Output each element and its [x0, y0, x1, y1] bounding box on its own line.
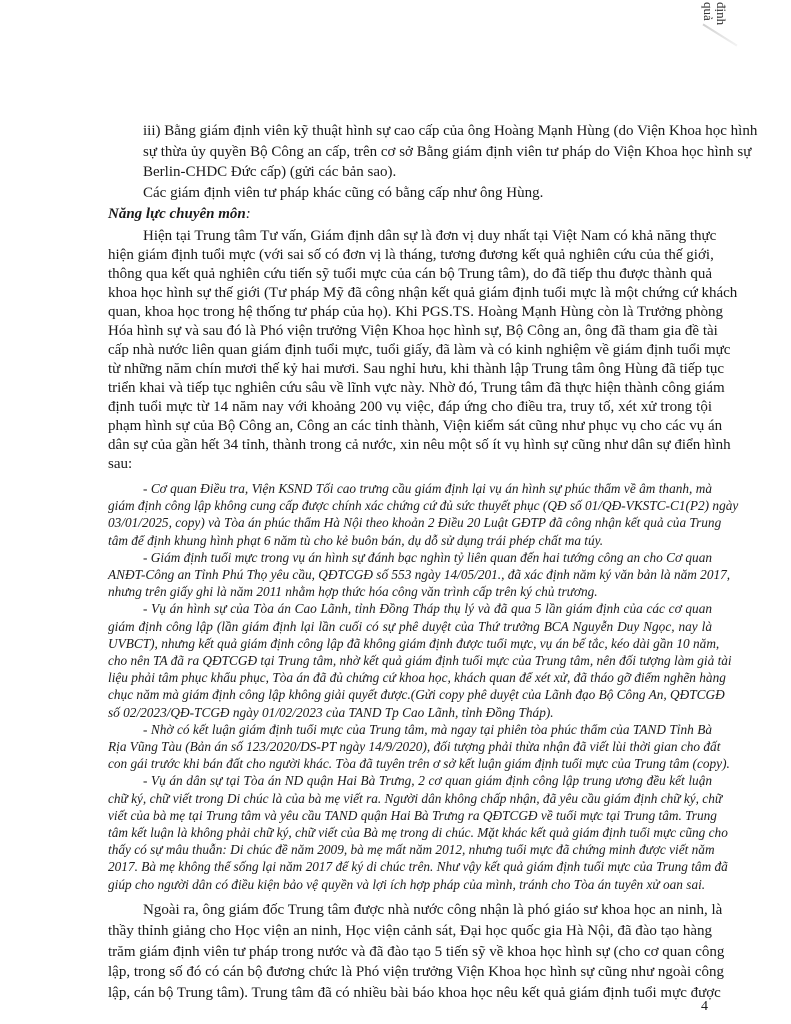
page-number: 4 — [701, 999, 708, 1014]
text-line: lập, trong số đó có cán bộ đương chức là Phó viện trưởng Viện Khoa học hình sự cũng như ngoài công — [108, 964, 725, 981]
text-line: iii) Bằng giám định viên kỹ thuật hình sự cao cấp của ông Hoàng Mạnh Hùng (do Viện Khoa học hình — [143, 123, 758, 139]
text-line: Ngoài ra, ông giám đốc Trung tâm được nhà nước công nhận là phó giáo sư khoa học an ninh, là — [143, 902, 723, 918]
case-line: UVBCT), nhưng kết quả giám định công lập đã không giám định được tuổi mực, vụ án bế tắc, kéo dài gần 10 năm, — [108, 635, 720, 651]
degree-section — [143, 121, 758, 203]
heading-text: Năng lực chuyên môn — [108, 206, 246, 222]
case-line: chữ ký, chữ viết trong Di chúc là của bà mẹ viết ra. Người dân không chấp nhận, đã yêu cầu giám định chữ ký, chữ — [108, 790, 723, 806]
case-line: Rịa Vũng Tàu (Bản án số 123/2020/DS-PT ngày 14/9/2020), đối tượng phải thừa nhận đã viết lùi thời gian cho đất — [108, 739, 721, 755]
case-line: giám định công lập không cung cấp được chính xác chứng cứ đủ sức thuyết phục (QĐ số 01/QĐ-VKSTC-C1(P2) ngày — [108, 498, 739, 514]
text-line: định tuổi mực từ 14 năm nay với khoảng 200 vụ việc, đáp ứng cho điều tra, truy tố, xét xử trong tội — [108, 399, 712, 415]
main-paragraph — [108, 227, 738, 474]
case-line: cho nên TA đã ra QĐTCGĐ tại Trung tâm, nhờ kết quả giám định tuổi mực của Trung tâm, nên đối tượng làm giả tài — [108, 653, 732, 669]
case-line: thấy có sự mâu thuẫn: Di chúc đề năm 2009, bà mẹ mất năm 2012, nhưng tuổi mực đã chứng minh được viết năm — [108, 842, 715, 858]
case-line: giám định công lập (lần giám định lại lần cuối có sự phê duyệt của Thứ trưởng BCA Nguyễn Duy Ngọc, nay là — [108, 618, 712, 634]
case-line: - Giám định tuổi mực trong vụ án hình sự đánh bạc nghìn tỷ liên quan đến hai tướng công an cho Cơ quan — [143, 549, 712, 565]
text-line: quan, khoa học trong hệ thống tư pháp của họ). Khi PGS.TS. Hoàng Mạnh Hùng còn là Trưởng phòng — [108, 304, 723, 320]
case-line: tâm để định khung hình phạt 6 năm tù cho kẻ buôn bán, dụ dỗ sử dụng trái phép chất ma túy. — [108, 532, 604, 548]
case-item — [108, 480, 739, 549]
case-line: số 02/2023/QĐ-TCGĐ ngày 01/02/2023 của TAND Tp Cao Lãnh, tỉnh Đồng Tháp). — [108, 704, 554, 720]
scan-fold-shadow — [703, 24, 738, 47]
text-line: sự thừa ủy quyền Bộ Công an cấp, trên cơ sở Bằng giám định viên tư pháp do Viện Khoa học hình sự — [143, 143, 752, 160]
case-line: - Nhờ có kết luận giám định tuổi mực của Trung tâm, mà ngay tại phiên tòa phúc thẩm của TAND Tỉnh Bà — [143, 721, 712, 737]
case-line: tâm kết luận là không phải chữ ký, chữ viết của Bà mẹ trong di chúc. Mặt khác kết quả giám định tuổi mực cũng cho — [108, 825, 728, 841]
text-line: khoa học hình sự thế giới (Tư pháp Mỹ đã công nhận kết quả giám định tuổi mực là một chứng cứ khách — [108, 285, 738, 301]
text-line: Các giám định viên tư pháp khác cũng có bằng cấp như ông Hùng. — [143, 184, 544, 201]
text-line: phạm hình sự của Bộ Công an, Công an các tỉnh thành, Viện kiểm sát cũng như phục vụ cho các vụ án — [108, 418, 723, 434]
case-line: liệu phải tâm phục khẩu phục, Tòa án đã đủ chứng cứ khoa học, khách quan để xét xử, đã tháo gỡ điểm nghẽn hàng — [108, 670, 726, 686]
text-line: từ những năm chín mươi thế kỷ hai mươi. Sau nghỉ hưu, khi thành lập Trung tâm ông Hùng đã tiếp tục — [108, 361, 725, 377]
text-line: triển khai và tiếp tục nghiên cứu sâu về lĩnh vực này. Nhờ đó, Trung tâm đã thực hiện thành công giám — [108, 380, 725, 396]
closing-paragraph — [108, 900, 725, 1004]
text-line: thầy thỉnh giảng cho Học viện an ninh, Học viện cảnh sát, Đại học quốc gia Hà Nội, đã đào tạo hàng — [108, 922, 712, 939]
case-item — [108, 549, 731, 601]
case-line: chục năm mà giám định công lập không giải quyết được.(Gửi copy phê duyệt của Lãnh đạo Bộ Công An, QĐTCGĐ — [108, 687, 725, 703]
corner-text-fragment — [702, 2, 728, 25]
corner-fragment-line: định — [714, 2, 729, 26]
text-line: Hóa hình sự và sau đó là Phó viện trưởng Viện Khoa học hình sự, Bộ Công an, ông đã tham gia đề tài — [108, 323, 718, 339]
text-line: lập, cán bộ Trung tâm). Trung tâm đã có nhiều bài báo khoa học nêu kết quả giám định tuổi mực được — [108, 985, 721, 1002]
case-line: - Vụ án hình sự của Tòa án Cao Lãnh, tỉnh Đồng Tháp thụ lý và đã qua 5 lần giám định của các cơ quan — [143, 601, 712, 617]
section-heading — [108, 204, 251, 224]
text-line: sau: — [108, 456, 133, 472]
text-line: hiện giám định tuổi mực (với sai số có đơn vị là tháng, tương đương kết quả nghiên cứu của thế giới, — [108, 247, 714, 263]
case-line: - Vụ án dân sự tại Tòa án ND quận Hai Bà Trưng, 2 cơ quan giám định công lập trung ương đều kết luận — [143, 773, 712, 789]
case-line: 2017. Bà mẹ không thể sống lại năm 2017 để ký di chúc trên. Như vậy kết quả giám định tuổi mực của Trung tâm đã — [108, 859, 728, 875]
text-line: Hiện tại Trung tâm Tư vấn, Giám định dân sự là đơn vị duy nhất tại Việt Nam có khả năng thực — [143, 228, 717, 244]
text-line: thông qua kết quả nghiên cứu tiến sỹ tuổi mực của cán bộ Trung tâm), do đã tiếp thu được thành quả — [108, 266, 712, 282]
corner-fragment-line: quả — [701, 2, 716, 21]
text-line: Berlin-CHDC Đức cấp) (gửi các bản sao). — [143, 164, 397, 180]
case-line: con gái trước khi bán đất cho người khác. Tòa đã tuyên trên ơ sở kết luận giám định tuổi mực của Trung tâm (copy). — [108, 756, 730, 772]
heading-colon: : — [245, 206, 251, 222]
text-line: trăm giám định viên tư pháp trong nước và đã đào tạo 5 tiến sỹ về khoa học hình sự (cho cơ quan công — [108, 943, 725, 960]
case-item — [108, 600, 732, 720]
text-line: cấp nhà nước liên quan giám định tuổi mực, tuổi giấy, đã làm và có kinh nghiệm về giám định tuổi mực — [108, 342, 731, 358]
case-line: nhưng trên giấy ghi là năm 2011 nhằm hợp thức hóa công văn trình cấp trên ký chủ trương. — [108, 584, 598, 600]
case-line: giúp cho người dân có điều kiện bảo vệ quyền và lợi ích hợp pháp của mình, tránh cho Tòa án tuyên xử oan sai. — [108, 876, 706, 892]
case-item — [108, 721, 730, 773]
case-line: ANĐT-Công an Tỉnh Phú Thọ yêu cầu, QĐTCGĐ số 553 ngày 14/05/201., đã xác định năm ký văn bản là năm 2017, — [108, 567, 731, 583]
case-line: - Cơ quan Điều tra, Viện KSND Tối cao trưng cầu giám định lại vụ án hình sự phúc thẩm về âm thanh, mà — [143, 481, 712, 496]
case-line: viết của bà mẹ tại Trung tâm và yêu cầu TAND quận Hai Bà Trưng ra QĐTCGĐ về tuổi mực tại Trung tâm. Trung — [108, 807, 717, 823]
text-line: dân sự của gần hết 34 tỉnh, thành trong cả nước, xin nêu một số ít vụ hình sự cũng như dân sự điển hình — [108, 437, 731, 453]
case-list — [108, 480, 739, 893]
case-line: 03/01/2025, copy) và Tòa án phúc thẩm Hà Nội theo khoản 2 Điều 20 Luật GĐTP đã công nhận kết quả của Trung — [108, 515, 722, 531]
case-item — [108, 772, 728, 892]
